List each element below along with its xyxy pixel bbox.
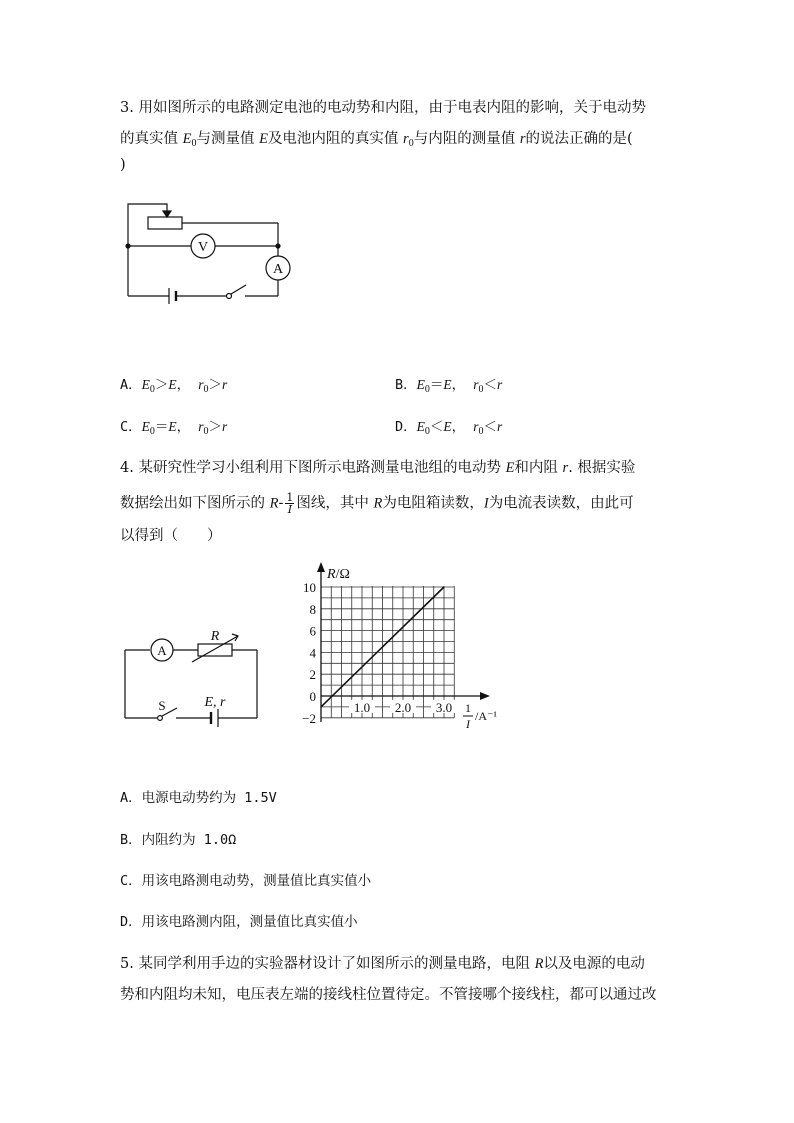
- var-E: E: [505, 460, 515, 476]
- q3-text: 与测量值: [196, 131, 260, 147]
- q3-option-c[interactable]: C．$E_0=E$， $r_0>r$: [120, 419, 228, 437]
- fraction-1-over-I: $\frac{1}{I}$: [286, 491, 294, 516]
- chart-grid: [321, 586, 454, 718]
- q3-text: 3. 用如图所示的电路测定电池的电动势和内阻，由于电表内阻的影响，关于电动势: [120, 100, 646, 116]
- q3-text: 的真实值: [120, 131, 183, 147]
- battery-label: E, r: [204, 695, 226, 710]
- q4-text: 数据绘出如下图所示的: [120, 495, 270, 512]
- q4-option-a[interactable]: A．电源电动势约为 1.5V: [120, 790, 277, 806]
- x-axis-label-numerator: 1: [465, 701, 471, 715]
- q5-stem-line2: [120, 985, 674, 1005]
- var-E: E: [259, 131, 268, 147]
- ammeter-label: A: [272, 262, 284, 277]
- q4-text: 4. 某研究性学习小组利用下图所示电路测量电池组的电动势: [120, 460, 506, 476]
- q4-text: 为电阻箱读数，: [382, 495, 484, 512]
- switch-label: S: [158, 698, 166, 713]
- var-R: R: [373, 495, 383, 512]
- q3-text: ): [120, 157, 126, 173]
- q3-text: 与内阻的测量值: [413, 131, 520, 147]
- var-R: R: [534, 956, 544, 972]
- q3-text: 及电池内阻的真实值: [267, 131, 404, 147]
- q3-text: 的说法正确的是(: [525, 131, 633, 147]
- x-tick-label: 3.0: [435, 699, 453, 715]
- y-tick-label: −2: [302, 710, 316, 726]
- var-r: r: [519, 131, 526, 147]
- y-tick-label: 4: [309, 645, 316, 661]
- dash: -: [278, 495, 284, 512]
- q4-option-b[interactable]: B．内阻约为 1.0Ω: [120, 832, 237, 848]
- var-I: I: [483, 495, 489, 512]
- y-tick-label: 2: [309, 667, 316, 683]
- y-axis-label: R/Ω: [327, 567, 350, 582]
- q4-option-d[interactable]: D．用该电路测内阻，测量值比真实值小: [120, 914, 358, 930]
- y-tick-label: 10: [303, 580, 316, 595]
- x-axis-label-unit: /A⁻¹: [475, 709, 497, 723]
- y-tick-label: 8: [309, 601, 316, 617]
- x-tick-label: 1.0: [353, 699, 371, 715]
- x-tick-label: 2.0: [394, 699, 412, 715]
- q3-option-a[interactable]: A．$E_0>E$， $r_0>r$: [120, 377, 228, 395]
- resistor-label: R: [210, 629, 220, 644]
- q4-text: 为电流表读数，由此可: [488, 495, 634, 512]
- x-axis-label-denominator: I: [466, 717, 470, 731]
- q4-text: 以得到（ ）: [120, 528, 222, 544]
- y-tick-label: 0: [309, 689, 316, 704]
- q5-text: 5. 某同学利用手边的实验器材设计了如图所示的测量电路，电阻: [120, 956, 535, 972]
- var-E0: $E_0$: [182, 131, 197, 149]
- q5-text: 以及电源的电动: [543, 956, 645, 972]
- q5-stem-line1: [120, 954, 674, 974]
- var-r0: $r_0$: [403, 131, 414, 149]
- ammeter-label: A: [157, 643, 167, 658]
- q4-text: 和内阻: [514, 460, 563, 476]
- q4-text: . 根据实验: [568, 460, 636, 476]
- x-axis-arrow: [480, 692, 490, 700]
- chart-axes: [317, 562, 490, 722]
- q3-option-b[interactable]: B．$E_0=E$， $r_0<r$: [395, 377, 503, 395]
- y-tick-label: 6: [309, 623, 316, 639]
- var-R: R: [269, 495, 279, 512]
- voltmeter-label: V: [197, 240, 209, 255]
- q4-text: 图线，其中: [296, 495, 374, 512]
- q4-option-c[interactable]: C．用该电路测电动势，测量值比真实值小: [120, 873, 372, 889]
- q3-option-d[interactable]: D．$E_0<E$， $r_0<r$: [395, 419, 503, 437]
- var-r: r: [562, 460, 569, 476]
- var-E0: $E_0$: [141, 377, 155, 395]
- q5-text: 势和内阻均未知，电压表左端的接线柱位置待定。不管接哪个接线柱，都可以通过改: [120, 987, 657, 1003]
- y-axis-arrow: [317, 562, 325, 572]
